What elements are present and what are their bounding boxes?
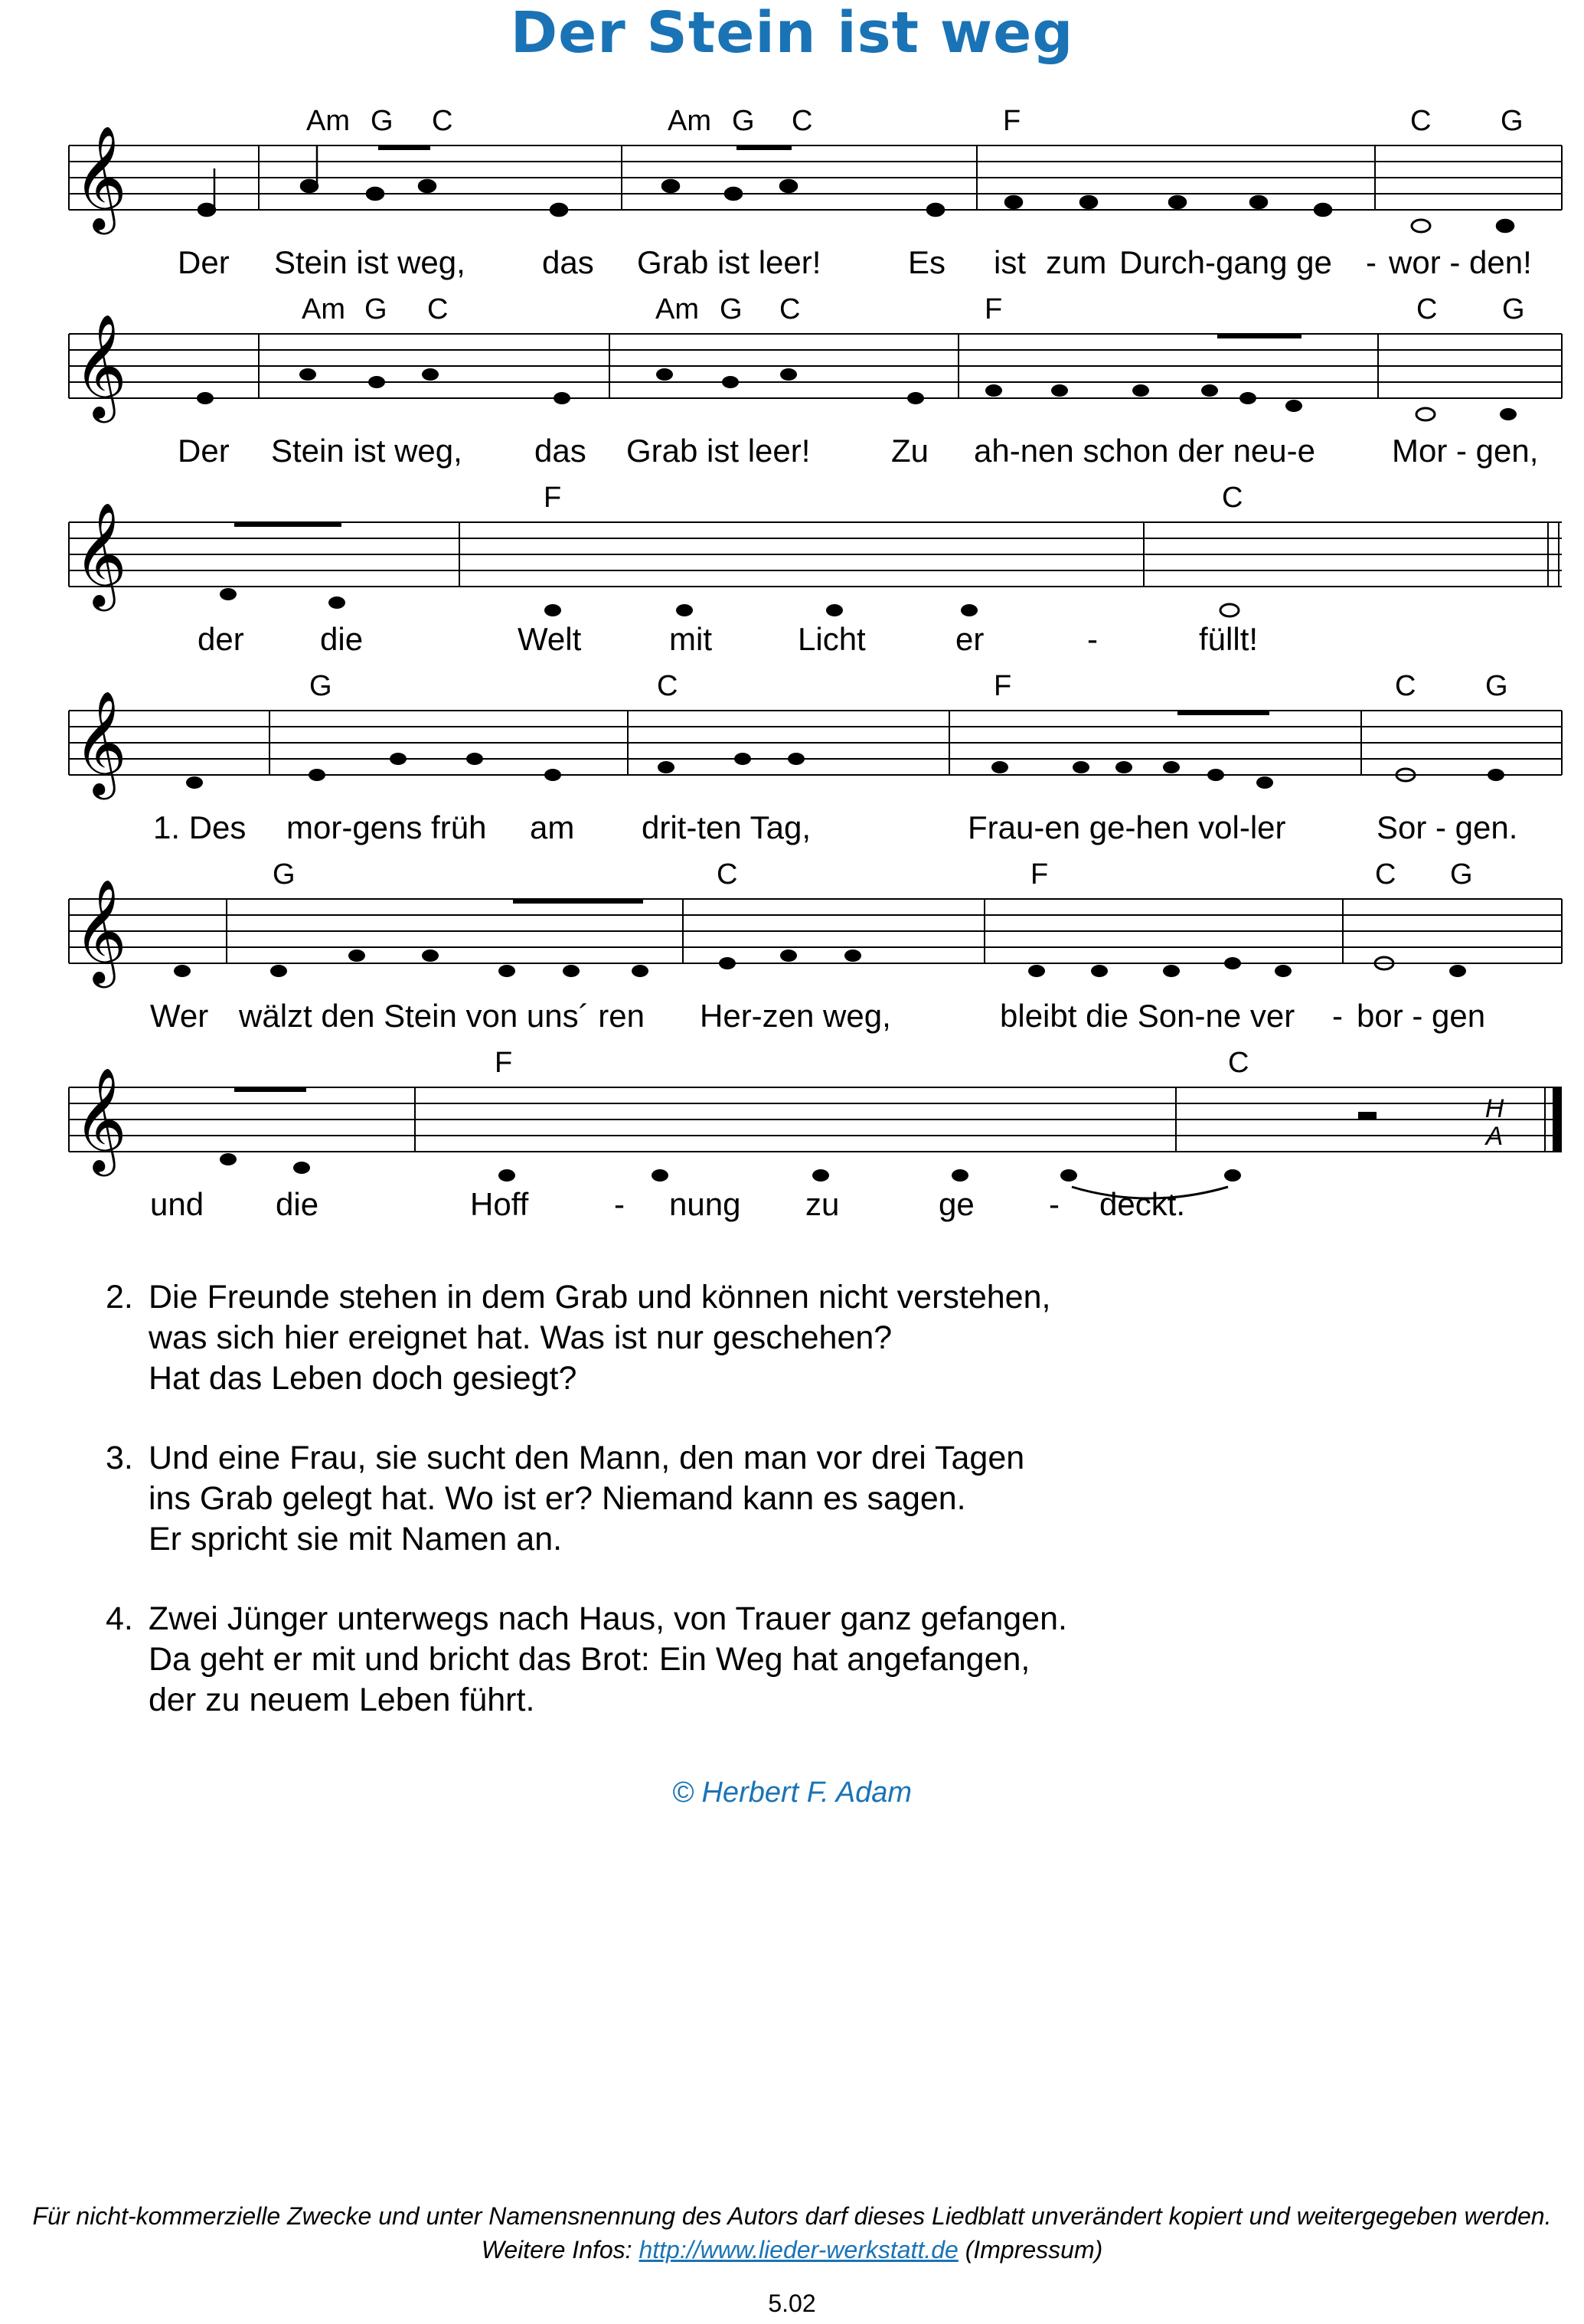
chord-symbol: G	[371, 105, 394, 137]
verse-line	[106, 1277, 1050, 1318]
lyric-syllable: drit-ten Tag,	[642, 809, 812, 845]
chord-symbol: C	[1375, 858, 1396, 891]
chord-symbol: C	[432, 105, 453, 137]
chord-symbol: Am	[655, 293, 699, 325]
lyric-syllable: wälzt den Stein von uns´ ren	[239, 998, 645, 1034]
verse-2	[106, 1277, 1050, 1399]
lyric-syllable: Der	[178, 244, 230, 280]
chord-symbol: Am	[668, 105, 711, 137]
lyric-syllable: Stein ist weg,	[271, 433, 462, 469]
lyric-syllable: die	[320, 621, 364, 657]
chord-symbol: G	[273, 858, 296, 891]
lyric-syllable: bor - gen	[1357, 998, 1486, 1034]
lyric-syllable: Wer	[150, 998, 209, 1034]
lyric-syllable: am	[530, 809, 575, 845]
chord-symbol: F	[495, 1047, 513, 1079]
treble-clef-icon: 𝄞	[73, 312, 127, 418]
page-number: 5.02	[768, 2290, 816, 2317]
lyric-syllable: und	[150, 1186, 204, 1222]
treble-clef-icon: 𝄞	[73, 124, 127, 230]
lyric-syllable: 1. Des	[153, 809, 247, 845]
lyric-syllable: Welt	[518, 621, 582, 657]
lyric-syllable: Sor - gen.	[1377, 809, 1518, 845]
lyric-syllable: er	[955, 621, 985, 657]
chord-symbol: F	[994, 670, 1012, 702]
verse-line	[106, 1680, 1067, 1721]
verse-text: Die Freunde stehen in dem Grab und können nicht verstehen,	[149, 1279, 1051, 1316]
music-system-3	[0, 482, 1584, 675]
lyric-syllable: Hoff	[470, 1186, 529, 1222]
chord-symbol: Am	[302, 293, 345, 325]
verse-number: 2.	[106, 1279, 133, 1316]
treble-clef-icon: 𝄞	[73, 689, 127, 795]
verse-4	[106, 1599, 1067, 1721]
chord-symbol: G	[720, 293, 743, 325]
lyric-syllable: das	[534, 433, 586, 469]
license-footer	[0, 2199, 1584, 2267]
verse-text: ins Grab gelegt hat. Wo ist er? Niemand kann es sagen.	[149, 1480, 966, 1517]
treble-clef-icon: 𝄞	[73, 878, 127, 983]
chord-symbol: F	[544, 482, 562, 514]
verse-line	[106, 1318, 1050, 1358]
chord-symbol: G	[1502, 293, 1525, 325]
lyric-syllable: Her-zen weg,	[700, 998, 891, 1034]
music-system-6	[0, 1047, 1584, 1271]
verse-line	[106, 1599, 1067, 1639]
song-title: Der Stein ist weg	[510, 0, 1074, 66]
chord-symbol: C	[1222, 482, 1243, 514]
treble-clef-icon: 𝄞	[73, 501, 127, 606]
music-system-4	[0, 670, 1584, 864]
verse-number: 3.	[106, 1440, 133, 1476]
info-line: Weitere Infos: http://www.lieder-werkstatt.de (Impressum)	[481, 2236, 1103, 2264]
verse-text: Zwei Jünger unterwegs nach Haus, von Trauer ganz gefangen.	[149, 1600, 1067, 1637]
verse-number: 4.	[106, 1600, 133, 1637]
verse-text: Er spricht sie mit Namen an.	[149, 1521, 563, 1558]
verse-text: Und eine Frau, sie sucht den Mann, den man vor drei Tagen	[149, 1440, 1025, 1476]
lyric-syllable: Mor - gen,	[1392, 433, 1539, 469]
chord-symbol: Am	[306, 105, 350, 137]
lyric-syllable: -	[1332, 998, 1343, 1034]
lyric-syllable: Stein ist weg,	[274, 244, 465, 280]
lyric-syllable: deckt.	[1099, 1186, 1186, 1222]
lyric-syllable: mor-gens früh	[286, 809, 487, 845]
music-system-2	[0, 293, 1584, 487]
chord-symbol: C	[1416, 293, 1438, 325]
verse-line	[106, 1358, 1050, 1399]
chord-symbol: G	[1450, 858, 1473, 891]
verse-text: Hat das Leben doch gesiegt?	[149, 1360, 577, 1397]
lyric-syllable: ist	[994, 244, 1026, 280]
chord-symbol: C	[1228, 1047, 1249, 1079]
lyric-syllable: das	[542, 244, 594, 280]
verse-line	[106, 1438, 1024, 1479]
lyric-syllable: mit	[669, 621, 712, 657]
chord-symbol: G	[1501, 105, 1524, 137]
lyric-syllable: -	[1087, 621, 1098, 657]
lyric-syllable: Der	[178, 433, 230, 469]
chord-symbol: C	[427, 293, 449, 325]
lyric-syllable: füllt!	[1199, 621, 1259, 657]
verse-text: der zu neuem Leben führt.	[149, 1682, 535, 1718]
chord-symbol: C	[717, 858, 738, 891]
verse-line	[106, 1479, 1024, 1519]
chord-symbol: F	[1003, 105, 1021, 137]
chord-symbol: G	[309, 670, 332, 702]
treble-clef-icon: 𝄞	[73, 1066, 127, 1172]
chord-symbol: G	[1485, 670, 1508, 702]
chord-symbol: C	[657, 670, 678, 702]
copyright: © Herbert F. Adam	[671, 1777, 913, 1809]
chord-symbol: G	[364, 293, 387, 325]
lyric-syllable: Grab ist leer!	[626, 433, 811, 469]
chord-symbol: C	[1395, 670, 1416, 702]
lyric-syllable: Durch-gang ge	[1119, 244, 1332, 280]
lyric-syllable: wor - den!	[1389, 244, 1532, 280]
lyric-syllable: nung	[669, 1186, 741, 1222]
verse-line	[106, 1519, 1024, 1560]
verse-text: was sich hier ereignet hat. Was ist nur geschehen?	[149, 1319, 893, 1356]
license-line: Für nicht-kommerzielle Zwecke und unter Namensnennung des Autors darf dieses Liedblatt unverändert kopiert und weitergegeben werden.	[32, 2202, 1552, 2230]
lyric-syllable: Frau-en ge-hen vol-ler	[968, 809, 1286, 845]
chord-symbol: C	[1410, 105, 1432, 137]
lyric-syllable: zu	[805, 1186, 840, 1222]
staff-6	[0, 1064, 1584, 1271]
lyric-syllable: Licht	[798, 621, 866, 657]
chord-symbol: F	[985, 293, 1003, 325]
lyric-syllable: -	[1049, 1186, 1060, 1222]
lyric-syllable: Es	[908, 244, 946, 280]
lyric-syllable: -	[614, 1186, 625, 1222]
chord-symbol: F	[1030, 858, 1049, 891]
lyric-syllable: ah-nen schon der neu-e	[974, 433, 1315, 469]
lyric-syllable: der	[198, 621, 244, 657]
music-system-5	[0, 858, 1584, 1052]
lyric-syllable: -	[1366, 244, 1377, 280]
verse-line	[106, 1639, 1067, 1680]
verse-3	[106, 1438, 1024, 1560]
chord-symbol: C	[792, 105, 813, 137]
lyric-syllable: die	[276, 1186, 319, 1222]
music-system-1	[0, 105, 1584, 299]
lyric-syllable: Zu	[891, 433, 929, 469]
verse-text: Da geht er mit und bricht das Brot: Ein Weg hat angefangen,	[149, 1641, 1030, 1678]
chord-symbol: C	[779, 293, 801, 325]
lyric-syllable: ge	[939, 1186, 975, 1222]
chord-symbol: G	[732, 105, 755, 137]
fine-mark: H A	[1484, 1094, 1504, 1151]
lyric-syllable: Grab ist leer!	[637, 244, 821, 280]
lyric-syllable: zum	[1046, 244, 1107, 280]
lyric-syllable: bleibt die Son-ne ver	[1000, 998, 1295, 1034]
website-link[interactable]: http://www.lieder-werkstatt.de	[638, 2236, 959, 2264]
